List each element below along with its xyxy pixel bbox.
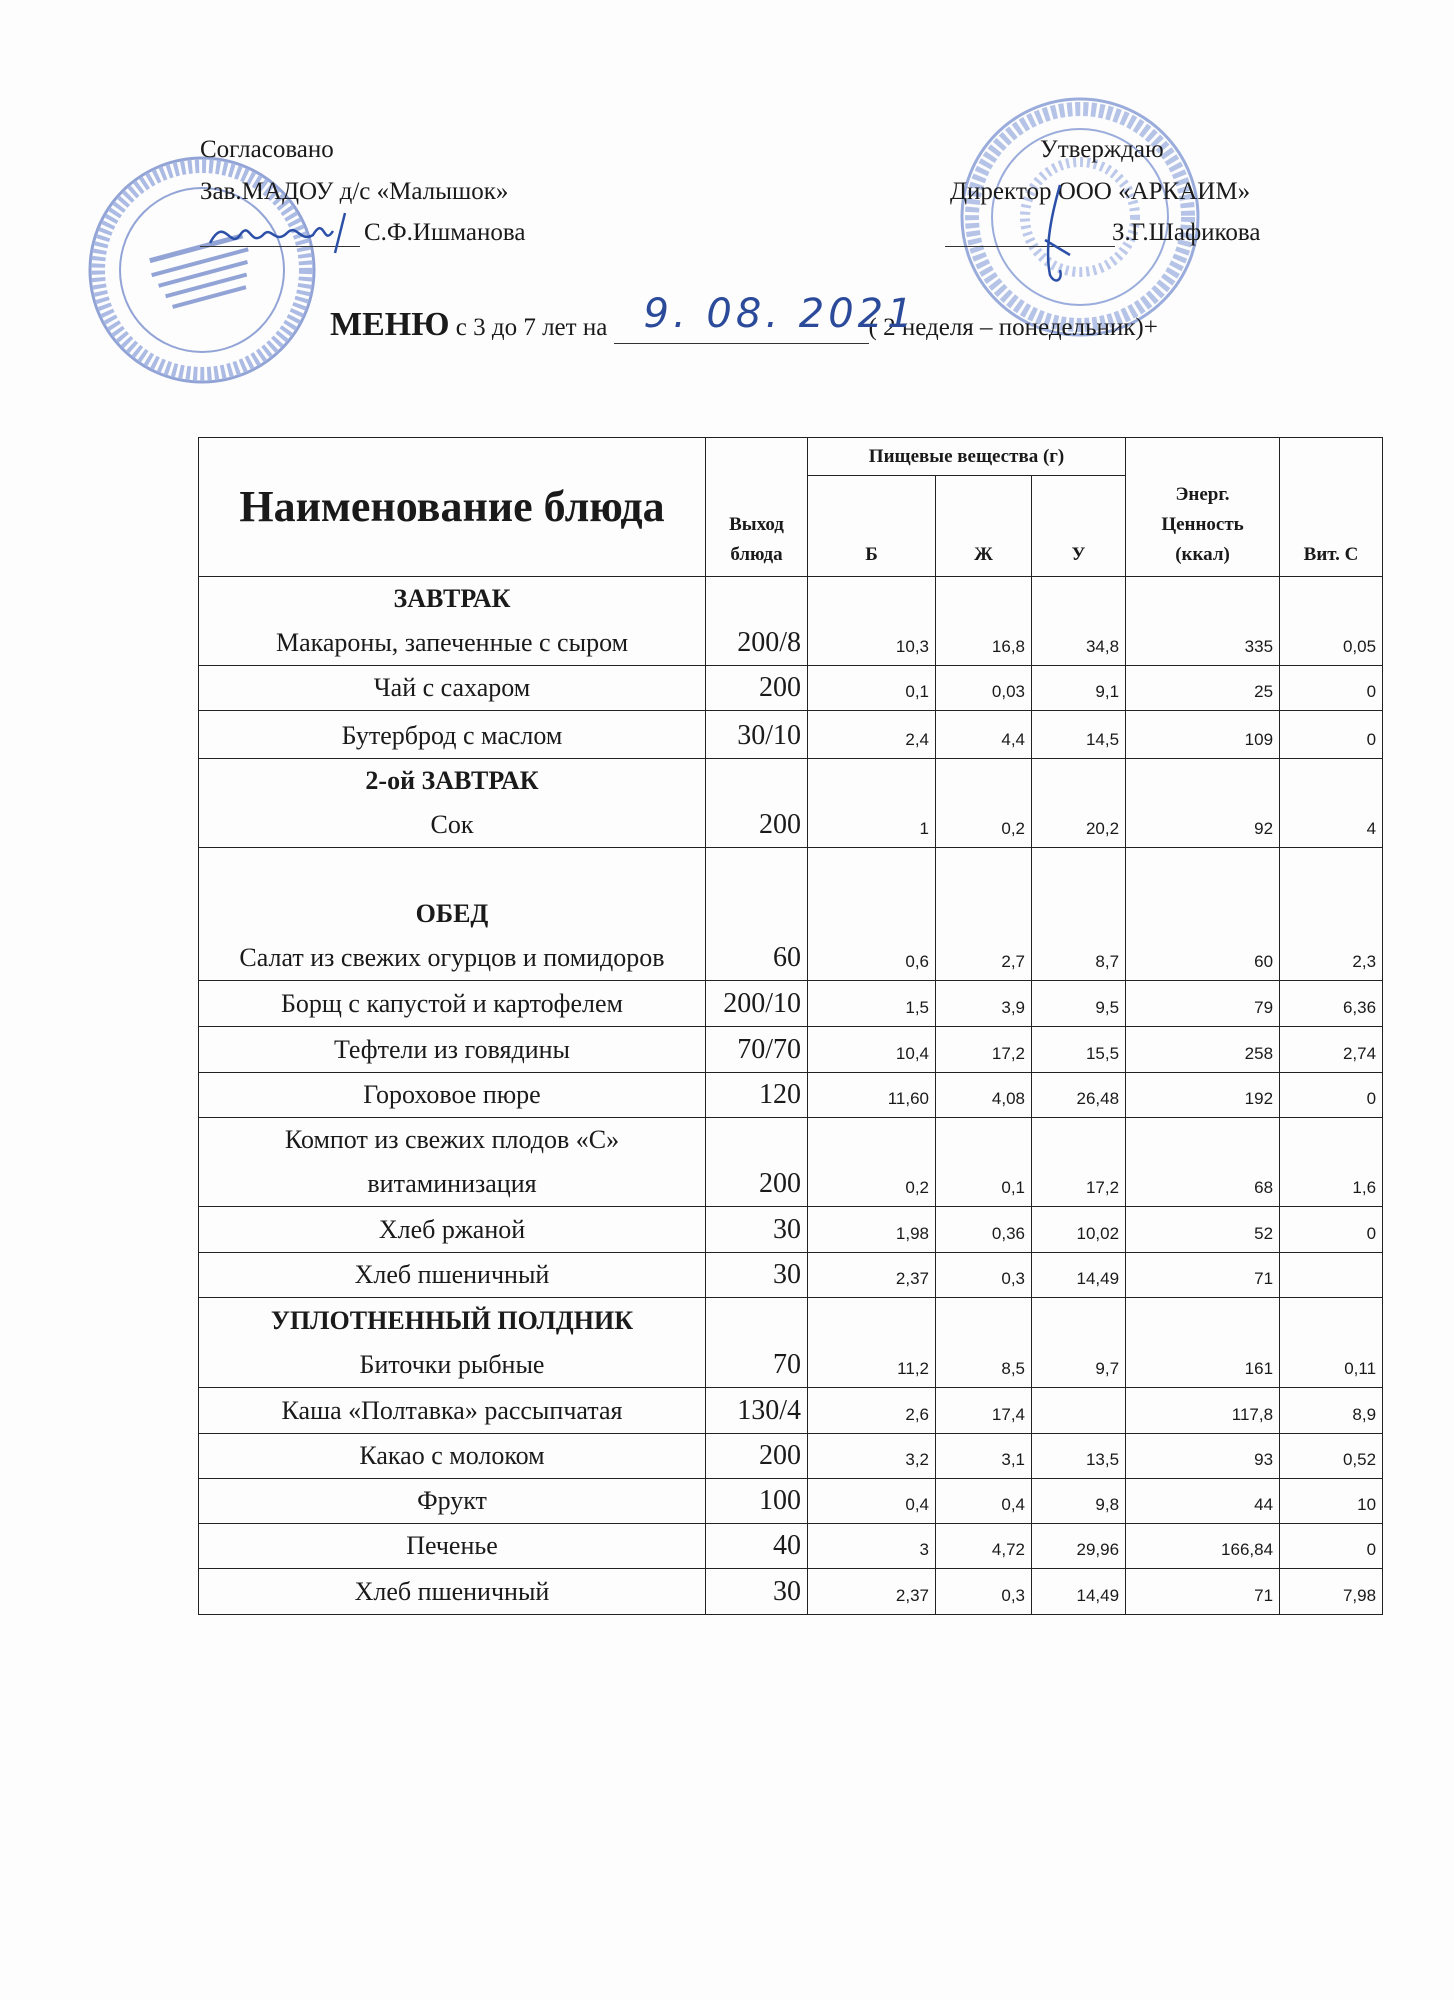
menu-title	[330, 291, 1158, 344]
dish-name: Борщ с капустой и картофелем	[280, 989, 624, 1018]
approval-label: Согласовано	[200, 136, 334, 163]
energy-value: 68	[1126, 1118, 1280, 1207]
fat-value: 3,9	[936, 981, 1032, 1027]
dish-output: 120	[706, 1073, 808, 1118]
dish-output: 40	[706, 1524, 808, 1569]
dish-cell	[199, 711, 706, 759]
protein-value: 3	[808, 1524, 936, 1569]
energy-value: 44	[1126, 1479, 1280, 1524]
dish-cell	[199, 1073, 706, 1118]
vitamin-c-value: 0	[1280, 711, 1383, 759]
vitamin-c-value: 0	[1280, 666, 1383, 711]
protein-value: 1	[808, 759, 936, 848]
fat-value: 17,2	[936, 1027, 1032, 1073]
age-range: с 3 до 7 лет на	[455, 314, 608, 341]
dish-cell	[199, 1479, 706, 1524]
table-row	[199, 711, 1383, 759]
dish-name: Салат из свежих огурцов и помидоров	[239, 943, 665, 972]
date-line	[614, 291, 917, 344]
carbs-value: 14,5	[1032, 711, 1126, 759]
table-row	[199, 1118, 1383, 1207]
dish-name: Какао с молоком	[359, 1441, 545, 1470]
carbs-value: 29,96	[1032, 1524, 1126, 1569]
dish-cell	[199, 1298, 706, 1388]
dish-output: 30/10	[706, 711, 808, 759]
dish-output: 200	[706, 759, 808, 848]
energy-value: 25	[1126, 666, 1280, 711]
energy-value: 92	[1126, 759, 1280, 848]
vitamin-c-value: 0	[1280, 1073, 1383, 1118]
dish-name: Биточки рыбные	[359, 1350, 545, 1379]
table-row	[199, 848, 1383, 981]
vitamin-c-value: 0	[1280, 1524, 1383, 1569]
energy-value: 79	[1126, 981, 1280, 1027]
meal-section-title: ОБЕД	[415, 899, 489, 928]
header-protein: Б	[808, 476, 936, 577]
vitamin-c-value: 6,36	[1280, 981, 1383, 1027]
dish-name: Хлеб пшеничный	[354, 1260, 550, 1289]
header-output: Выход блюда	[706, 438, 808, 577]
dish-name: Печенье	[406, 1531, 498, 1560]
dish-cell	[199, 1253, 706, 1298]
protein-value: 2,37	[808, 1253, 936, 1298]
dish-output: 200	[706, 666, 808, 711]
dish-output: 200/8	[706, 577, 808, 666]
director-name: З.Г.Шафикова	[1112, 219, 1261, 246]
table-row	[199, 981, 1383, 1027]
handwritten-date: 9. 08. 2021	[643, 291, 917, 337]
protein-value: 0,2	[808, 1118, 936, 1207]
header-nutrients: Пищевые вещества (г)	[808, 438, 1126, 476]
dish-output: 100	[706, 1479, 808, 1524]
fat-value: 0,3	[936, 1253, 1032, 1298]
energy-value: 109	[1126, 711, 1280, 759]
dish-output: 200	[706, 1118, 808, 1207]
dish-name: Макароны, запеченные с сыром	[275, 628, 629, 657]
left-signature	[205, 205, 365, 255]
dish-cell	[199, 1118, 706, 1207]
meal-section-title: 2-ой ЗАВТРАК	[365, 766, 539, 795]
protein-value: 2,37	[808, 1569, 936, 1615]
dish-name: Чай с сахаром	[373, 673, 531, 702]
vitamin-c-value: 2,3	[1280, 848, 1383, 981]
table-row	[199, 1073, 1383, 1118]
director-position: Директор ООО «АРКАИМ»	[950, 178, 1251, 205]
energy-value: 192	[1126, 1073, 1280, 1118]
energy-value: 161	[1126, 1298, 1280, 1388]
header-carbs: У	[1032, 476, 1126, 577]
table-row	[199, 1479, 1383, 1524]
table-row	[199, 1027, 1383, 1073]
approve-label: Утверждаю	[1040, 136, 1164, 163]
dish-output: 70	[706, 1298, 808, 1388]
dish-output: 70/70	[706, 1027, 808, 1073]
vitamin-c-value: 1,6	[1280, 1118, 1383, 1207]
vitamin-c-value: 7,98	[1280, 1569, 1383, 1615]
vitamin-c-value: 0,52	[1280, 1434, 1383, 1479]
energy-value: 258	[1126, 1027, 1280, 1073]
carbs-value	[1032, 1388, 1126, 1434]
dish-name: Хлеб ржаной	[378, 1215, 526, 1244]
energy-value: 93	[1126, 1434, 1280, 1479]
approver-position: Зав.МАДОУ д/с «Малышок»	[200, 178, 509, 205]
vitamin-c-value: 4	[1280, 759, 1383, 848]
protein-value: 1,98	[808, 1207, 936, 1253]
carbs-value: 20,2	[1032, 759, 1126, 848]
vitamin-c-value	[1280, 1253, 1383, 1298]
carbs-value: 17,2	[1032, 1118, 1126, 1207]
fat-value: 4,4	[936, 711, 1032, 759]
protein-value: 10,4	[808, 1027, 936, 1073]
table-row	[199, 1569, 1383, 1615]
table-row	[199, 759, 1383, 848]
energy-value: 71	[1126, 1569, 1280, 1615]
dish-cell	[199, 1388, 706, 1434]
dish-cell	[199, 1524, 706, 1569]
dish-name: Фрукт	[417, 1486, 487, 1515]
dish-output: 30	[706, 1207, 808, 1253]
fat-value: 0,2	[936, 759, 1032, 848]
carbs-value: 8,7	[1032, 848, 1126, 981]
dish-output: 200	[706, 1434, 808, 1479]
carbs-value: 9,5	[1032, 981, 1126, 1027]
energy-value: 71	[1126, 1253, 1280, 1298]
dish-cell	[199, 981, 706, 1027]
dish-cell	[199, 848, 706, 981]
fat-value: 3,1	[936, 1434, 1032, 1479]
dish-cell	[199, 1027, 706, 1073]
carbs-value: 9,7	[1032, 1298, 1126, 1388]
right-signature	[1025, 180, 1085, 290]
fat-value: 2,7	[936, 848, 1032, 981]
dish-cell	[199, 1569, 706, 1615]
dish-output: 60	[706, 848, 808, 981]
dish-output: 30	[706, 1569, 808, 1615]
menu-heading: МЕНЮ	[330, 306, 450, 343]
dish-name: Бутерброд с маслом	[341, 721, 563, 750]
dish-output: 200/10	[706, 981, 808, 1027]
carbs-value: 9,8	[1032, 1479, 1126, 1524]
meal-section-title: ЗАВТРАК	[393, 584, 511, 613]
header-fat: Ж	[936, 476, 1032, 577]
protein-value: 2,6	[808, 1388, 936, 1434]
fat-value: 0,4	[936, 1479, 1032, 1524]
header-dish-name: Наименование блюда	[199, 438, 706, 577]
week-day: ( 2 неделя – понедельник)+	[868, 314, 1158, 341]
carbs-value: 26,48	[1032, 1073, 1126, 1118]
vitamin-c-value: 0,05	[1280, 577, 1383, 666]
approver-name: С.Ф.Ишманова	[364, 219, 526, 246]
dish-cell	[199, 666, 706, 711]
vitamin-c-value: 0	[1280, 1207, 1383, 1253]
carbs-value: 9,1	[1032, 666, 1126, 711]
meal-section-title: УПЛОТНЕННЫЙ ПОЛДНИК	[270, 1306, 634, 1335]
energy-value: 52	[1126, 1207, 1280, 1253]
dish-cell	[199, 1434, 706, 1479]
dish-cell	[199, 759, 706, 848]
dish-cell	[199, 577, 706, 666]
energy-value: 117,8	[1126, 1388, 1280, 1434]
vitamin-c-value: 10	[1280, 1479, 1383, 1524]
carbs-value: 14,49	[1032, 1569, 1126, 1615]
dish-output: 30	[706, 1253, 808, 1298]
menu-table	[198, 437, 1383, 1615]
vitamin-c-value: 8,9	[1280, 1388, 1383, 1434]
energy-value: 335	[1126, 577, 1280, 666]
protein-value: 0,6	[808, 848, 936, 981]
energy-value: 60	[1126, 848, 1280, 981]
dish-name: Компот из свежих плодов «С» витаминизация	[284, 1125, 620, 1198]
vitamin-c-value: 2,74	[1280, 1027, 1383, 1073]
carbs-value: 15,5	[1032, 1027, 1126, 1073]
header-energy: Энерг. Ценность (ккал)	[1126, 438, 1280, 577]
energy-value: 166,84	[1126, 1524, 1280, 1569]
dish-name: Сок	[430, 810, 474, 839]
protein-value: 3,2	[808, 1434, 936, 1479]
fat-value: 17,4	[936, 1388, 1032, 1434]
fat-value: 0,03	[936, 666, 1032, 711]
fat-value: 0,3	[936, 1569, 1032, 1615]
fat-value: 4,72	[936, 1524, 1032, 1569]
fat-value: 8,5	[936, 1298, 1032, 1388]
table-row	[199, 577, 1383, 666]
dish-name: Каша «Полтавка» рассыпчатая	[281, 1396, 623, 1425]
protein-value: 1,5	[808, 981, 936, 1027]
dish-output: 130/4	[706, 1388, 808, 1434]
dish-name: Гороховое пюре	[363, 1080, 541, 1109]
table-row	[199, 1298, 1383, 1388]
carbs-value: 14,49	[1032, 1253, 1126, 1298]
table-row	[199, 1434, 1383, 1479]
table-row	[199, 666, 1383, 711]
dish-cell	[199, 1207, 706, 1253]
dish-name: Тефтели из говядины	[333, 1035, 570, 1064]
protein-value: 0,4	[808, 1479, 936, 1524]
table-row	[199, 1388, 1383, 1434]
header-vitamin-c: Вит. С	[1280, 438, 1383, 577]
protein-value: 0,1	[808, 666, 936, 711]
protein-value: 11,60	[808, 1073, 936, 1118]
vitamin-c-value: 0,11	[1280, 1298, 1383, 1388]
carbs-value: 34,8	[1032, 577, 1126, 666]
fat-value: 16,8	[936, 577, 1032, 666]
fat-value: 4,08	[936, 1073, 1032, 1118]
protein-value: 11,2	[808, 1298, 936, 1388]
dish-name: Хлеб пшеничный	[354, 1577, 550, 1606]
protein-value: 10,3	[808, 577, 936, 666]
protein-value: 2,4	[808, 711, 936, 759]
table-row	[199, 1524, 1383, 1569]
table-row	[199, 1253, 1383, 1298]
carbs-value: 13,5	[1032, 1434, 1126, 1479]
fat-value: 0,1	[936, 1118, 1032, 1207]
carbs-value: 10,02	[1032, 1207, 1126, 1253]
table-row	[199, 1207, 1383, 1253]
fat-value: 0,36	[936, 1207, 1032, 1253]
